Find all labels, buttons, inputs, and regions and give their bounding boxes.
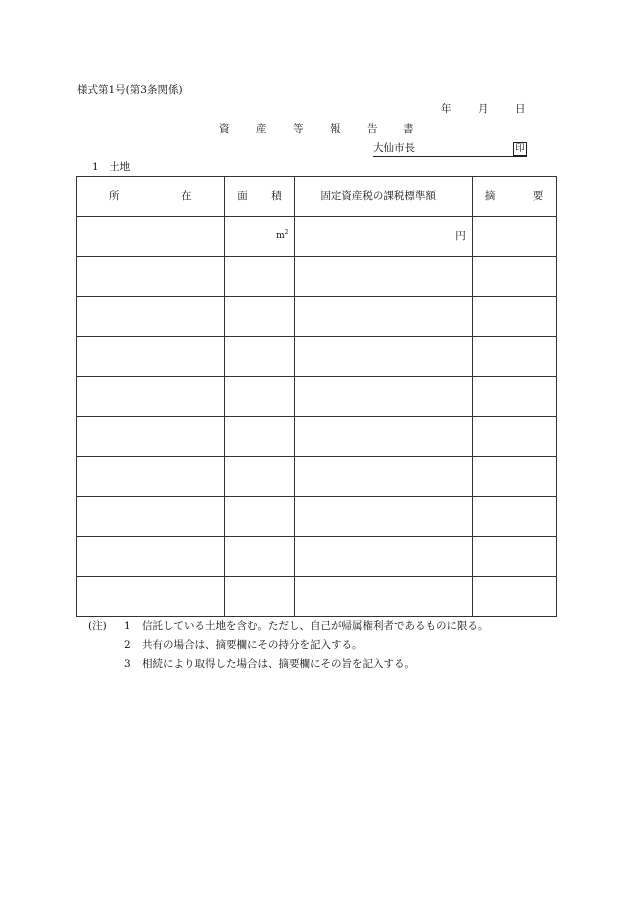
- header-location-char: 所: [109, 190, 120, 202]
- table-row: [77, 337, 557, 377]
- table-body: [77, 217, 557, 617]
- header-location: [77, 177, 225, 217]
- notes-label: (注): [88, 620, 107, 632]
- addressee-label: 大仙市長: [373, 142, 415, 154]
- cell-value[interactable]: [295, 537, 472, 577]
- cell-remarks[interactable]: [472, 577, 556, 617]
- cell-area[interactable]: [225, 537, 295, 577]
- cell-location[interactable]: [77, 457, 225, 497]
- cell-remarks[interactable]: [472, 337, 556, 377]
- cell-area[interactable]: [225, 497, 295, 537]
- cell-remarks[interactable]: [472, 217, 556, 257]
- cell-value[interactable]: [295, 377, 472, 417]
- title-char: 資: [219, 123, 230, 135]
- cell-location[interactable]: [77, 417, 225, 457]
- section-title: 1 土地: [92, 161, 131, 173]
- cell-area[interactable]: [225, 577, 295, 617]
- cell-location[interactable]: [77, 257, 225, 297]
- table-row: [77, 537, 557, 577]
- header-remarks-char: 要: [532, 190, 544, 202]
- note-number: 3: [124, 658, 131, 670]
- cell-remarks[interactable]: [472, 497, 556, 537]
- table-row: [77, 377, 557, 417]
- cell-value[interactable]: [295, 257, 472, 297]
- title-char: 報: [330, 123, 341, 135]
- note-text: 相続により取得した場合は、摘要欄にその旨を記入する。: [142, 658, 415, 670]
- header-location-char: 在: [181, 190, 192, 202]
- cell-location[interactable]: [77, 537, 225, 577]
- cell-value[interactable]: [295, 337, 472, 377]
- cell-location[interactable]: [77, 577, 225, 617]
- header-value-label: 固定資産税の課税標準額: [320, 190, 436, 202]
- cell-value[interactable]: [295, 217, 472, 257]
- note-text: 共有の場合は、摘要欄にその持分を記入する。: [142, 639, 363, 651]
- cell-remarks[interactable]: [472, 417, 556, 457]
- table-row: [77, 257, 557, 297]
- cell-remarks[interactable]: [472, 537, 556, 577]
- table-row: [77, 577, 557, 617]
- cell-remarks[interactable]: [472, 457, 556, 497]
- table-row: [77, 217, 557, 257]
- table-row: [77, 297, 557, 337]
- cell-value[interactable]: [295, 417, 472, 457]
- cell-remarks[interactable]: [472, 297, 556, 337]
- header-remarks-char: 摘: [484, 190, 496, 202]
- cell-location[interactable]: [77, 217, 225, 257]
- header-area-char: 積: [271, 190, 282, 202]
- unit-yen: 円: [455, 230, 466, 242]
- seal-box: 印: [513, 142, 527, 156]
- date-month-label: 月: [478, 103, 489, 115]
- cell-area[interactable]: [225, 417, 295, 457]
- cell-location[interactable]: [77, 337, 225, 377]
- note-number: 2: [124, 639, 131, 651]
- header-remarks: [472, 177, 556, 217]
- table-header-row: [77, 177, 557, 217]
- note-text: 信託している土地を含む。ただし、自己が帰属権利者であるものに限る。: [142, 620, 489, 632]
- cell-area[interactable]: [225, 217, 295, 257]
- cell-area[interactable]: [225, 377, 295, 417]
- addressee: [373, 143, 528, 157]
- table-row: [77, 417, 557, 457]
- note-number: 1: [124, 620, 131, 632]
- header-value: [295, 177, 472, 217]
- title-char: 告: [367, 123, 378, 135]
- cell-value[interactable]: [295, 577, 472, 617]
- cell-value[interactable]: [295, 457, 472, 497]
- title-char: 産: [256, 123, 267, 135]
- cell-location[interactable]: [77, 377, 225, 417]
- cell-remarks[interactable]: [472, 377, 556, 417]
- form-number: 様式第1号(第3条関係): [77, 84, 183, 96]
- date-line: [441, 104, 541, 116]
- land-table: [76, 176, 557, 617]
- unit-square-meter: $m^2$: [276, 229, 289, 241]
- document-title: [219, 123, 414, 137]
- table-row: [77, 457, 557, 497]
- cell-remarks[interactable]: [472, 257, 556, 297]
- cell-area[interactable]: [225, 457, 295, 497]
- title-char: 等: [293, 123, 304, 135]
- cell-area[interactable]: [225, 257, 295, 297]
- cell-location[interactable]: [77, 297, 225, 337]
- header-area-char: 面: [237, 190, 248, 202]
- header-area: [225, 177, 295, 217]
- cell-value[interactable]: [295, 497, 472, 537]
- cell-location[interactable]: [77, 497, 225, 537]
- addressee-underline: [373, 156, 527, 157]
- cell-area[interactable]: [225, 297, 295, 337]
- date-day-label: 日: [515, 103, 526, 115]
- date-year-label: 年: [441, 103, 452, 115]
- table-row: [77, 497, 557, 537]
- cell-value[interactable]: [295, 297, 472, 337]
- cell-area[interactable]: [225, 337, 295, 377]
- title-char: 書: [403, 123, 414, 135]
